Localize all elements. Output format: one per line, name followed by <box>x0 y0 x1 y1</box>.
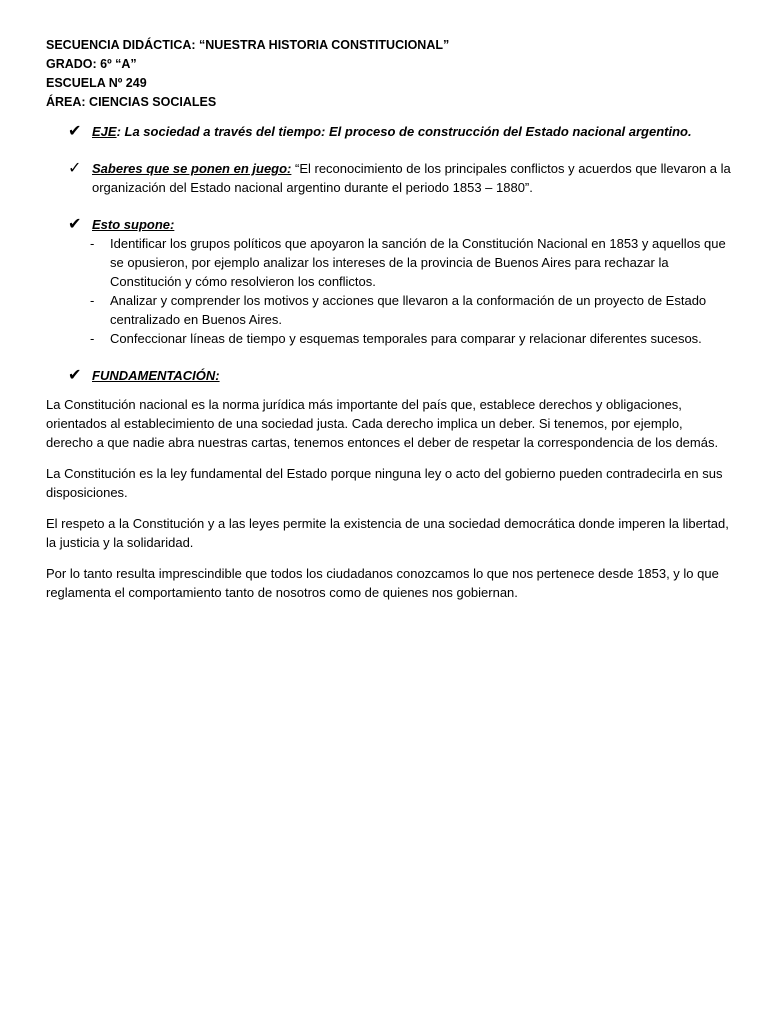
header-grade: GRADO: 6º “A” <box>46 57 137 71</box>
paragraph: Por lo tanto resulta imprescindible que todos los ciudadanos conozcamos lo que nos pertenece desde 1853, y lo que reglamenta el comportamiento tanto de nosotros como de quienes nos gobiernan. <box>46 566 719 600</box>
fundamentacion-label: FUNDAMENTACIÓN: <box>92 368 220 383</box>
document-header <box>46 36 732 112</box>
saberes-text: “El reconocimiento de los principales conflictos y acuerdos que llevaron a la organización del Estado nacional argentino durante el periodo 1853 – 1880”. <box>92 161 731 195</box>
paragraph: La Constitución nacional es la norma jurídica más importante del país que, establece derechos y obligaciones, orientados al establecimiento de una sociedad justa. Cada derecho implica un deber. Si tenemos, por ejemplo, derecho a que nadie abra nuestras cartas, tenemos entonces el deber de respetar la correspondencia de los demás. <box>46 397 719 450</box>
header-school: ESCUELA Nº 249 <box>46 76 147 90</box>
list-item: - Identificar los grupos políticos que apoyaron la sanción de la Constitución Nacional en 1853 y aquellos que se opusieron, por ejemplo analizar los intereses de la provincia de Buenos Aires para rechazar la Constitución y cómo resolvieron los conflictos. <box>92 234 732 291</box>
supone-label: Esto supone: <box>92 217 175 232</box>
supone-list <box>92 234 732 348</box>
paragraph: El respeto a la Constitución y a las leyes permite la existencia de una sociedad democrática donde imperen la libertad, la justicia y la solidaridad. <box>46 516 729 550</box>
paragraph: La Constitución es la ley fundamental del Estado porque ninguna ley o acto del gobierno pueden contradecirla en sus disposiciones. <box>46 466 723 500</box>
fundamentacion-body <box>46 395 732 602</box>
list-item: - Analizar y comprender los motivos y acciones que llevaron a la conformación de un proyecto de Estado centralizado en Buenos Aires. <box>92 291 732 329</box>
saberes-label: Saberes que se ponen en juego: <box>92 161 292 176</box>
checkmark-icon: ✔ <box>68 216 82 233</box>
section-fundamentacion <box>46 366 732 385</box>
checkmark-icon: ✔ <box>68 367 82 384</box>
list-item: - Confeccionar líneas de tiempo y esquemas temporales para comparar y relacionar diferentes sucesos. <box>92 329 732 348</box>
checkmark-icon: ✓ <box>68 160 82 177</box>
eje-label: EJE <box>92 124 117 139</box>
eje-text: : La sociedad a través del tiempo: El proceso de construcción del Estado nacional argentino. <box>116 124 692 139</box>
section-saberes <box>46 159 732 197</box>
section-supone <box>46 215 732 348</box>
header-area: ÁREA: CIENCIAS SOCIALES <box>46 95 217 109</box>
header-title: SECUENCIA DIDÁCTICA: “NUESTRA HISTORIA CONSTITUCIONAL” <box>46 38 450 52</box>
checkmark-icon: ✔ <box>68 123 82 140</box>
section-eje <box>46 122 732 141</box>
